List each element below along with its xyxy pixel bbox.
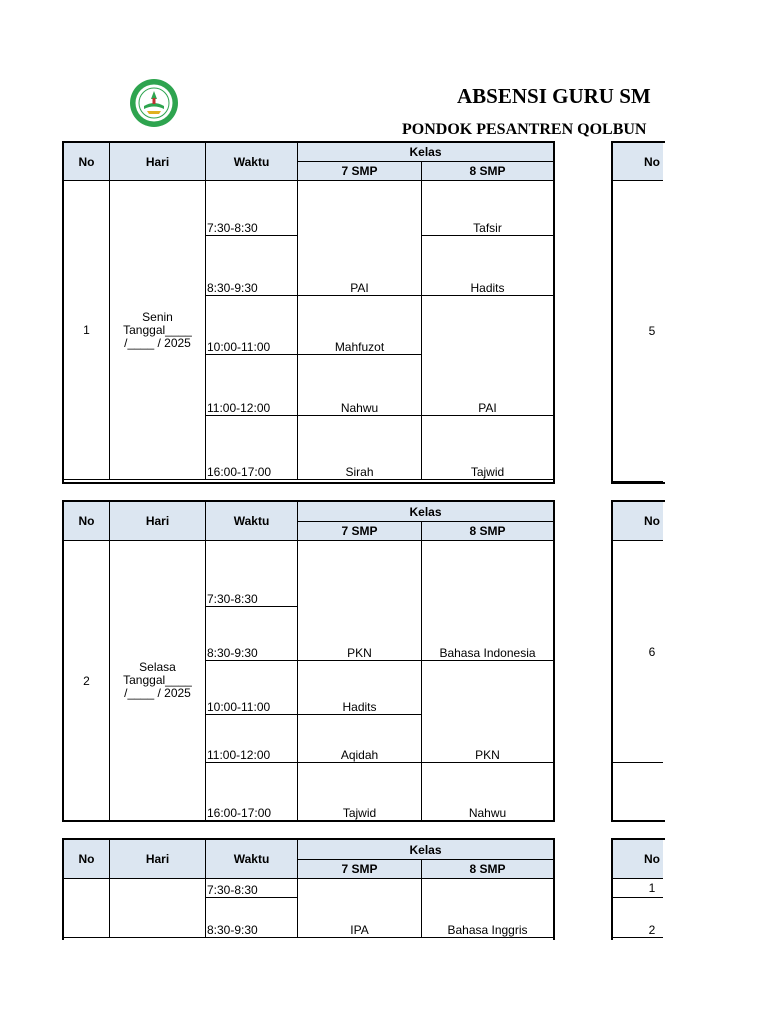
header-8smp: 8 SMP xyxy=(422,162,554,181)
day-cell xyxy=(110,879,206,938)
date-line-2: /____ / 2025 xyxy=(124,335,191,350)
header-hari: Hari xyxy=(110,502,206,541)
row-number: 5 xyxy=(613,181,664,482)
header-no: No xyxy=(64,502,110,541)
header-hari: Hari xyxy=(110,143,206,181)
header-no: No xyxy=(64,143,110,181)
subject-7smp: Sirah xyxy=(298,416,422,480)
empty-cell xyxy=(613,763,664,821)
time-slot: 7:30-8:30 xyxy=(206,181,298,236)
right-table-block-1 xyxy=(612,142,663,482)
row-number: 2 xyxy=(64,541,110,821)
row-number xyxy=(64,879,110,938)
time-slot: 7:30-8:30 xyxy=(206,541,298,607)
time-slot: 16:00-17:00 xyxy=(206,416,298,480)
header-hari: Hari xyxy=(110,840,206,879)
subject-7smp: PKN xyxy=(298,541,422,661)
header-no: No xyxy=(64,840,110,879)
subject-7smp: Nahwu xyxy=(298,355,422,416)
date-line-1: Tanggal____ xyxy=(123,322,192,337)
subject-7smp: Mahfuzot xyxy=(298,296,422,355)
subject-7smp: Hadits xyxy=(298,661,422,715)
row-number: 2 xyxy=(613,898,664,938)
time-slot: 10:00-11:00 xyxy=(206,296,298,355)
date-line-2: /____ / 2025 xyxy=(124,686,191,700)
page-subtitle: PONDOK PESANTREN QOLBUN xyxy=(402,121,647,138)
header-8smp: 8 SMP xyxy=(422,860,554,879)
header-7smp: 7 SMP xyxy=(298,860,422,879)
header-7smp: 7 SMP xyxy=(298,522,422,541)
header-waktu: Waktu xyxy=(206,502,298,541)
time-slot: 7:30-8:30 xyxy=(206,879,298,898)
time-slot: 8:30-9:30 xyxy=(206,898,298,938)
row-number: 1 xyxy=(64,181,110,480)
subject-8smp: Hadits xyxy=(422,236,554,296)
time-slot: 10:00-11:00 xyxy=(206,661,298,715)
subject-8smp: Bahasa Inggris xyxy=(422,879,554,938)
time-slot: 8:30-9:30 xyxy=(206,607,298,661)
day-name: Selasa xyxy=(139,660,176,674)
header-no: No xyxy=(613,143,664,181)
subject-8smp: Tafsir xyxy=(422,181,554,236)
subject-8smp: PAI xyxy=(422,296,554,416)
subject-7smp: IPA xyxy=(298,879,422,938)
subject-8smp: Bahasa Indonesia xyxy=(422,541,554,661)
page-title: ABSENSI GURU SM xyxy=(457,84,651,108)
right-table-block-2 xyxy=(612,501,663,821)
subject-7smp: PAI xyxy=(298,181,422,296)
day-name: Senin xyxy=(142,309,173,324)
right-table-block-3 xyxy=(612,839,663,938)
header-kelas: Kelas xyxy=(298,143,554,162)
header-no: No xyxy=(613,502,664,541)
row-number: 1 xyxy=(613,879,664,898)
schedule-table-monday xyxy=(63,142,554,480)
time-slot: 8:30-9:30 xyxy=(206,236,298,296)
header-kelas: Kelas xyxy=(298,840,554,860)
header-no: No xyxy=(613,840,664,879)
day-cell xyxy=(110,541,206,821)
subject-8smp: PKN xyxy=(422,661,554,763)
day-cell xyxy=(110,181,206,480)
header-kelas: Kelas xyxy=(298,502,554,522)
subject-8smp: Nahwu xyxy=(422,763,554,821)
subject-7smp: Tajwid xyxy=(298,763,422,821)
time-slot: 11:00-12:00 xyxy=(206,355,298,416)
date-line-1: Tanggal____ xyxy=(123,673,192,687)
time-slot: 11:00-12:00 xyxy=(206,715,298,763)
subject-7smp: Aqidah xyxy=(298,715,422,763)
header-7smp: 7 SMP xyxy=(298,162,422,181)
time-slot: 16:00-17:00 xyxy=(206,763,298,821)
row-number: 6 xyxy=(613,541,664,763)
header-8smp: 8 SMP xyxy=(422,522,554,541)
schedule-table-wednesday xyxy=(63,839,554,938)
header-waktu: Waktu xyxy=(206,840,298,879)
subject-8smp: Tajwid xyxy=(422,416,554,480)
schedule-table-tuesday xyxy=(63,501,554,821)
header-waktu: Waktu xyxy=(206,143,298,181)
